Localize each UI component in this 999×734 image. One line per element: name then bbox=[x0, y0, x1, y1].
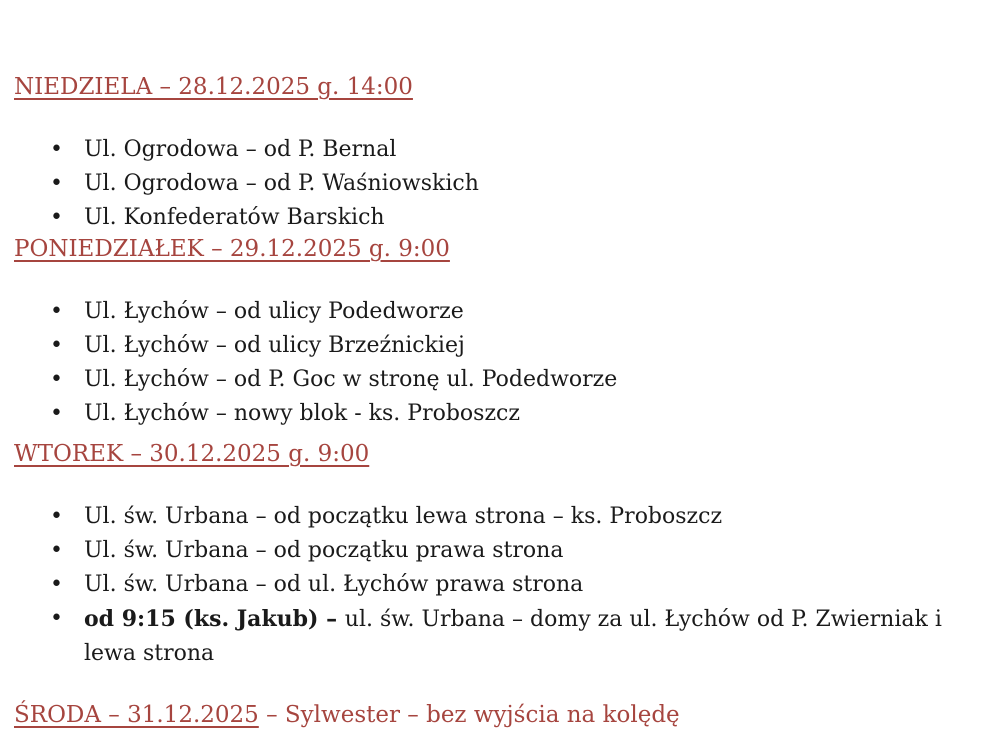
list-item-text: Ul. św. Urbana – od początku prawa strona bbox=[84, 538, 564, 563]
list-item bbox=[84, 397, 981, 431]
schedule-section-sunday bbox=[14, 73, 981, 235]
footer-text: – Sylwester – bez wyjścia na kolędę bbox=[258, 702, 680, 728]
list-item bbox=[84, 363, 981, 397]
list-item-text: Ul. Łychów – od P. Goc w stronę ul. Podedworze bbox=[84, 367, 618, 392]
street-list-monday bbox=[14, 295, 981, 431]
schedule-heading-sunday: NIEDZIELA – 28.12.2025 g. 14:00 bbox=[14, 74, 413, 100]
schedule-section-tuesday bbox=[14, 440, 981, 671]
list-item-text: Ul. Konfederatów Barskich bbox=[84, 205, 385, 230]
list-item-text: Ul. Ogrodowa – od P. Bernal bbox=[84, 137, 397, 162]
list-item bbox=[84, 534, 981, 568]
list-item bbox=[84, 568, 981, 602]
list-item-text: Ul. św. Urbana – od początku lewa strona – ks. Proboszcz bbox=[84, 504, 723, 529]
list-item-text: Ul. Łychów – nowy blok - ks. Proboszcz bbox=[84, 401, 520, 426]
list-item-text: Ul. Łychów – od ulicy Podedworze bbox=[84, 299, 464, 324]
list-item bbox=[84, 133, 981, 167]
list-item bbox=[84, 500, 981, 534]
list-item-text: ul. św. Urbana – domy za ul. Łychów od P. Zwierniak i lewa strona bbox=[84, 607, 949, 666]
schedule-heading-tuesday: WTOREK – 30.12.2025 g. 9:00 bbox=[14, 441, 370, 467]
list-item-text: Ul. Ogrodowa – od P. Waśniowskich bbox=[84, 171, 479, 196]
list-item bbox=[84, 329, 981, 363]
list-item-text: Ul. św. Urbana – od ul. Łychów prawa strona bbox=[84, 572, 584, 597]
list-item-text: Ul. Łychów – od ulicy Brzeźnickiej bbox=[84, 333, 465, 358]
street-list-sunday bbox=[14, 133, 981, 235]
list-item bbox=[84, 295, 981, 329]
list-item bbox=[84, 602, 981, 671]
list-item bbox=[84, 201, 981, 235]
footer-date: ŚRODA – 31.12.2025 bbox=[14, 702, 259, 728]
schedule-section-monday bbox=[14, 235, 981, 431]
street-list-tuesday bbox=[14, 500, 981, 671]
list-item-bold-text: od 9:15 (ks. Jakub) – bbox=[84, 606, 345, 632]
schedule-heading-monday: PONIEDZIAŁEK – 29.12.2025 g. 9:00 bbox=[14, 236, 450, 262]
footer-note bbox=[14, 701, 981, 729]
list-item bbox=[84, 167, 981, 201]
